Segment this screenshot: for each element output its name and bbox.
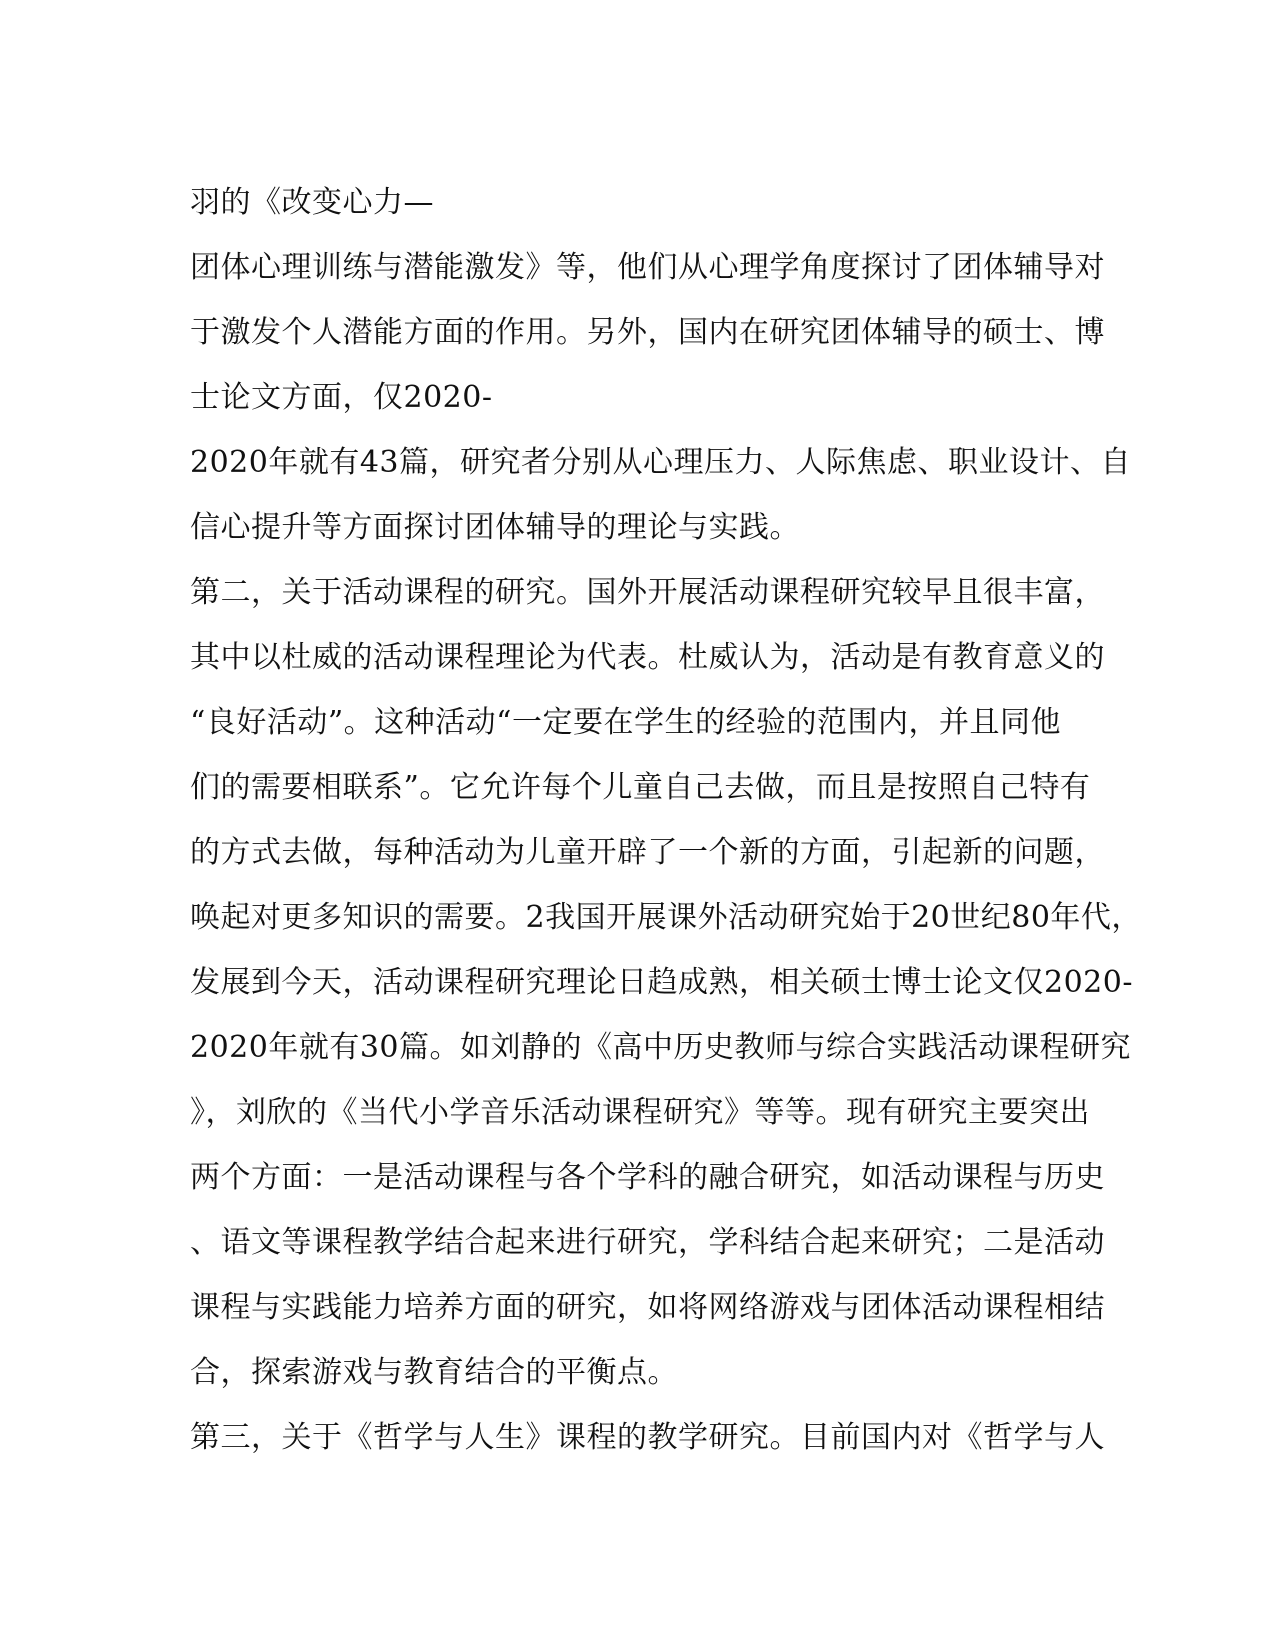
text-line: 发展到今天，活动课程研究理论日趋成熟，相关硕士博士论文仅2020- [190, 965, 1133, 1000]
body-text [190, 170, 1142, 1470]
text-line: 》，刘欣的《当代小学音乐活动课程研究》等等。现有研究主要突出 [190, 1095, 1090, 1130]
text-line: 士论文方面，仅2020- [190, 380, 493, 415]
text-line: 团体心理训练与潜能激发》等，他们从心理学角度探讨了团体辅导对 [190, 250, 1105, 285]
text-line: 第三，关于《哲学与人生》课程的教学研究。目前国内对《哲学与人 [190, 1420, 1105, 1455]
text-line: “良好活动”。这种活动“一定要在学生的经验的范围内，并且同他 [190, 705, 1062, 740]
text-line: 其中以杜威的活动课程理论为代表。杜威认为，活动是有教育意义的 [190, 640, 1105, 675]
text-line: 于激发个人潜能方面的作用。另外，国内在研究团体辅导的硕士、博 [190, 315, 1105, 350]
text-line: 合，探索游戏与教育结合的平衡点。 [190, 1355, 678, 1390]
text-line: 的方式去做，每种活动为儿童开辟了一个新的方面，引起新的问题， [190, 835, 1105, 870]
text-line: 2020年就有43篇，研究者分别从心理压力、人际焦虑、职业设计、自 [190, 445, 1132, 480]
text-line: 课程与实践能力培养方面的研究，如将网络游戏与团体活动课程相结 [190, 1290, 1105, 1325]
text-line: 们的需要相联系”。它允许每个儿童自己去做，而且是按照自己特有 [190, 770, 1091, 805]
text-line: 羽的《改变心力— [190, 185, 434, 220]
text-line: 、语文等课程教学结合起来进行研究，学科结合起来研究；二是活动 [190, 1225, 1105, 1260]
text-line: 两个方面：一是活动课程与各个学科的融合研究，如活动课程与历史 [190, 1160, 1105, 1195]
text-line: 信心提升等方面探讨团体辅导的理论与实践。 [190, 510, 800, 545]
text-line: 2020年就有30篇。如刘静的《高中历史教师与综合实践活动课程研究 [190, 1030, 1132, 1065]
text-line: 第二，关于活动课程的研究。国外开展活动课程研究较早且很丰富， [190, 575, 1105, 610]
text-line: 唤起对更多知识的需要。2我国开展课外活动研究始于20世纪80年代， [190, 900, 1142, 935]
